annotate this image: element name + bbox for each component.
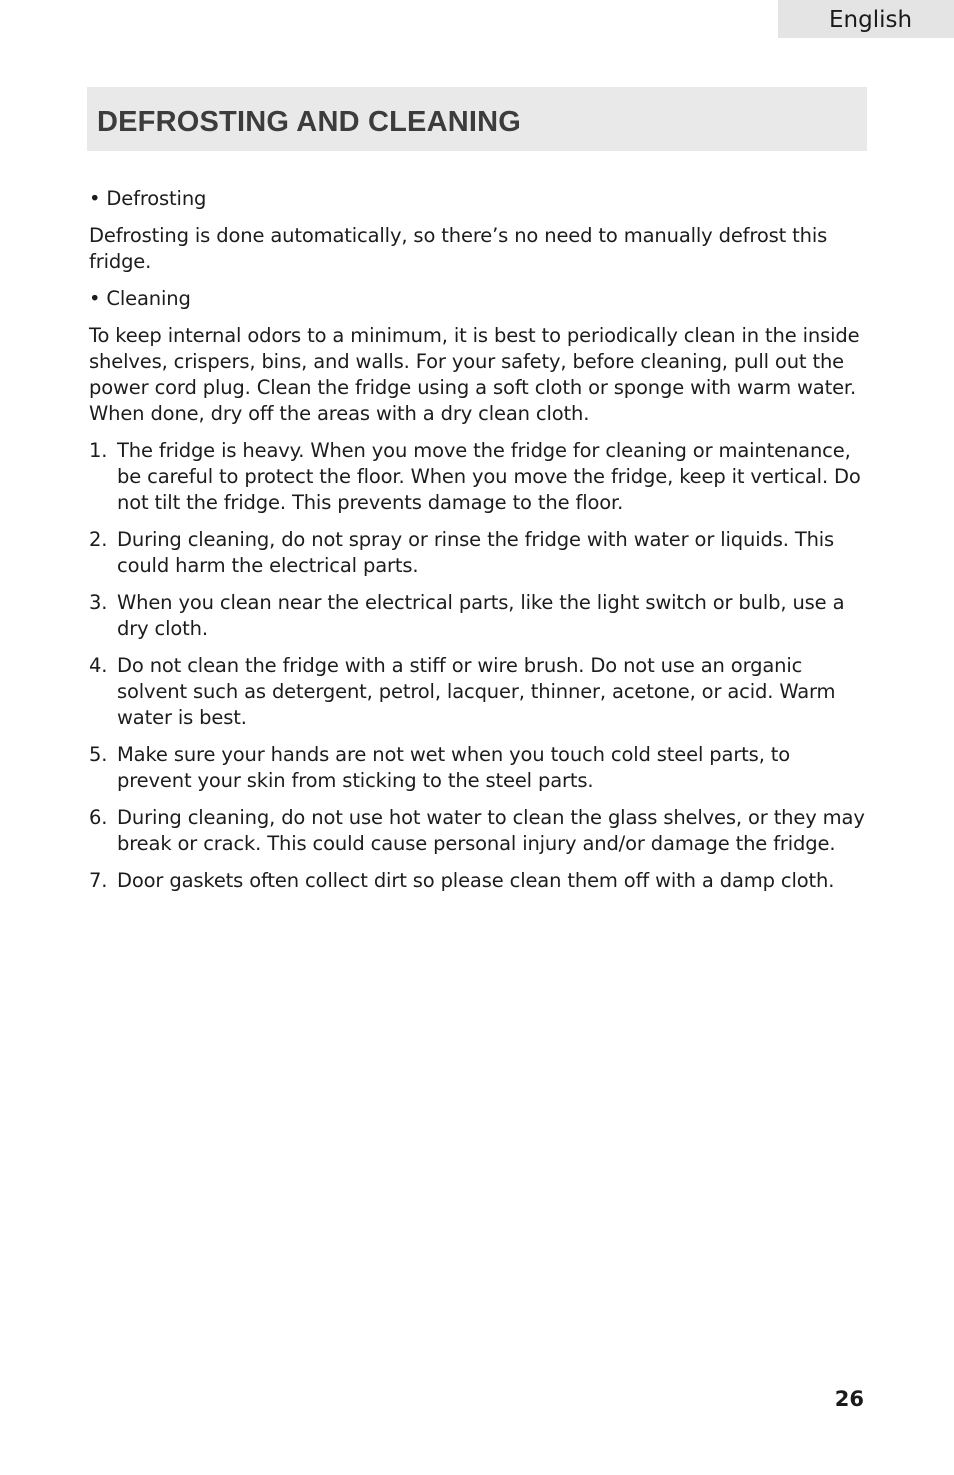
step-number: 6. xyxy=(89,806,108,829)
cleaning-step-7 xyxy=(89,868,867,894)
defrosting-heading: • Defrosting xyxy=(89,187,207,210)
cleaning-step-2 xyxy=(89,527,867,579)
cleaning-heading: • Cleaning xyxy=(89,287,191,310)
cleaning-step-5 xyxy=(89,742,867,794)
step-number: 3. xyxy=(89,591,108,614)
step-number: 1. xyxy=(89,439,108,462)
cleaning-step-4 xyxy=(89,653,867,731)
step-text: During cleaning, do not use hot water to clean the glass shelves, or they may break or crack. This could cause personal injury and/or damage the fridge. xyxy=(117,806,865,855)
step-text: When you clean near the electrical parts, like the light switch or bulb, use a dry cloth. xyxy=(117,591,845,640)
step-text: Door gaskets often collect dirt so please clean them off with a damp cloth. xyxy=(117,869,835,892)
section-title: DEFROSTING AND CLEANING xyxy=(97,106,522,138)
cleaning-step-3 xyxy=(89,590,867,642)
step-text: During cleaning, do not spray or rinse the fridge with water or liquids. This could harm the electrical parts. xyxy=(117,528,835,577)
defrosting-text: Defrosting is done automatically, so there’s no need to manually defrost this fridge. xyxy=(89,224,828,273)
cleaning-steps-list xyxy=(89,438,867,894)
step-number: 2. xyxy=(89,528,108,551)
page-number: 26 xyxy=(834,1387,864,1411)
page-content xyxy=(89,186,867,905)
step-number: 4. xyxy=(89,654,108,677)
cleaning-text: To keep internal odors to a minimum, it is best to periodically clean in the inside shelves, crispers, bins, and walls. For your safety, before cleaning, pull out the power cord plug. Clean the fridge using a soft cloth or sponge with warm water. When done, dry off the areas with a dry clean cloth. xyxy=(89,324,860,425)
step-text: Do not clean the fridge with a stiff or wire brush. Do not use an organic solvent such as detergent, petrol, lacquer, thinner, acetone, or acid. Warm water is best. xyxy=(117,654,836,729)
step-number: 5. xyxy=(89,743,108,766)
section-banner xyxy=(87,87,867,151)
language-tab: English xyxy=(778,0,954,38)
step-number: 7. xyxy=(89,869,108,892)
cleaning-step-1 xyxy=(89,438,867,516)
step-text: The fridge is heavy. When you move the fridge for cleaning or maintenance, be careful to protect the floor. When you move the fridge, keep it vertical. Do not tilt the fridge. This prevents damage to the floor. xyxy=(117,439,861,514)
cleaning-step-6 xyxy=(89,805,867,857)
step-text: Make sure your hands are not wet when you touch cold steel parts, to prevent your skin from sticking to the steel parts. xyxy=(117,743,791,792)
